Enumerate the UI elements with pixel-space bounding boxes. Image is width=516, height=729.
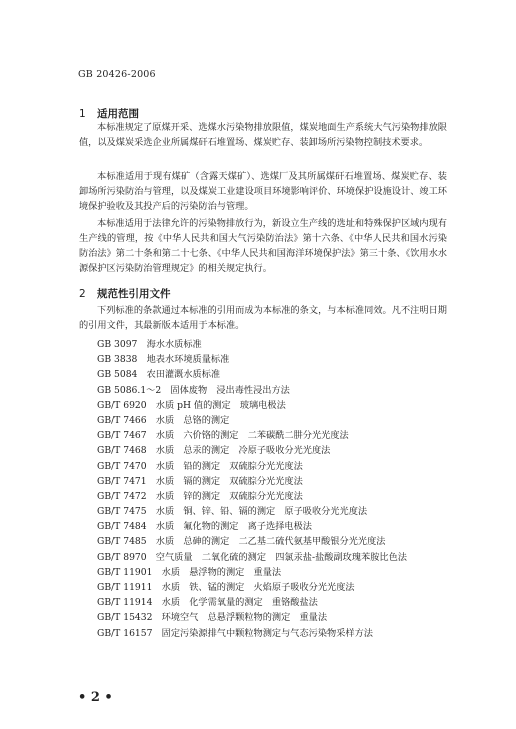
reference-item: GB/T 7468 水质 总汞的测定 冷原子吸收分光光度法 [97,445,331,457]
reference-item: GB 3097 海水水质标准 [97,339,202,350]
section-1-number: 1 [79,108,86,120]
reference-item: GB/T 8970 空气质量 二氧化硫的测定 四氯汞盐-盐酸副玫瑰苯胺比色法 [97,551,407,563]
page-number: • 2 • [78,690,113,705]
reference-item: GB/T 11911 水质 铁、锰的测定 火焰原子吸收分光光度法 [97,582,355,593]
section-1-paragraph-1: 本标准规定了原煤开采、选煤水污染物排放限值，煤炭地面生产系统大气污染物排放限值，以及煤炭采选企业所属煤矸石堆置场、煤炭贮存、装卸场所污染物控制技术要求。 [79,122,447,148]
reference-item: GB/T 11914 水质 化学需氧量的测定 重铬酸盐法 [97,597,318,609]
reference-item: GB/T 15432 环境空气 总悬浮颗粒物的测定 重量法 [97,612,328,624]
section-2-number: 2 [79,288,86,300]
reference-item: GB/T 7485 水质 总砷的测定 二乙基二硫代氨基甲酸银分光光度法 [97,536,386,548]
section-2-title: 规范性引用文件 [97,288,171,300]
document-code: GB 20426-2006 [78,69,156,80]
reference-item: GB 5084 农田灌溉水质标准 [97,369,221,381]
section-2-heading [79,286,171,301]
reference-item: GB/T 7470 水质 铅的测定 双硫腙分光光度法 [97,460,303,472]
reference-list [97,337,407,641]
reference-item: GB/T 6920 水质 pH 值的测定 玻璃电极法 [97,399,286,411]
reference-item: GB/T 7472 水质 锌的测定 双硫腙分光光度法 [97,490,303,502]
section-1-paragraph-2: 本标准适用于现有煤矿（含露天煤矿）、选煤厂及其所属煤矸石堆置场、煤炭贮存、装卸场所污染防治与管理，以及煤炭工业建设项目环境影响评价、环境保护设施设计、竣工环境保护验收及其投产后的污染防治与管理。 [79,171,447,212]
reference-item: GB/T 7475 水质 铜、锌、铅、镉的测定 原子吸收分光光度法 [97,506,368,518]
reference-item: GB/T 7471 水质 镉的测定 双硫腙分光光度法 [97,475,303,487]
section-2-intro: 下列标准的条款通过本标准的引用而成为本标准的条文，与本标准同效。凡不注明日期的引用文件，其最新版本适用于本标准。 [79,305,447,331]
section-1-heading [79,106,139,121]
reference-item: GB 3838 地表水环境质量标准 [97,354,230,366]
reference-item: GB 5086.1～2 固体废物 浸出毒性浸出方法 [97,384,290,396]
reference-item: GB/T 16157 固定污染源排气中颗粒物测定与气态污染物采样方法 [97,627,373,639]
reference-item: GB/T 7467 水质 六价铬的测定 二苯碳酰二肼分光光度法 [97,430,349,442]
reference-item: GB/T 7466 水质 总铬的测定 [97,414,230,426]
section-1-title: 适用范围 [97,108,139,120]
section-1-paragraph-3: 本标准适用于法律允许的污染物排放行为，新设立生产线的选址和特殊保护区域内现有生产线的管理，按《中华人民共和国大气污染防治法》第十六条、《中华人民共和国水污染防治法》第二十条和第二十七条、《中华人民共和国海洋环境保护法》第三十条、《饮用水水源保护区污染防治管理规定》的相关规定执行。 [79,218,447,274]
reference-item: GB/T 11901 水质 悬浮物的测定 重量法 [97,566,282,578]
reference-item: GB/T 7484 水质 氟化物的测定 离子选择电极法 [97,521,312,533]
